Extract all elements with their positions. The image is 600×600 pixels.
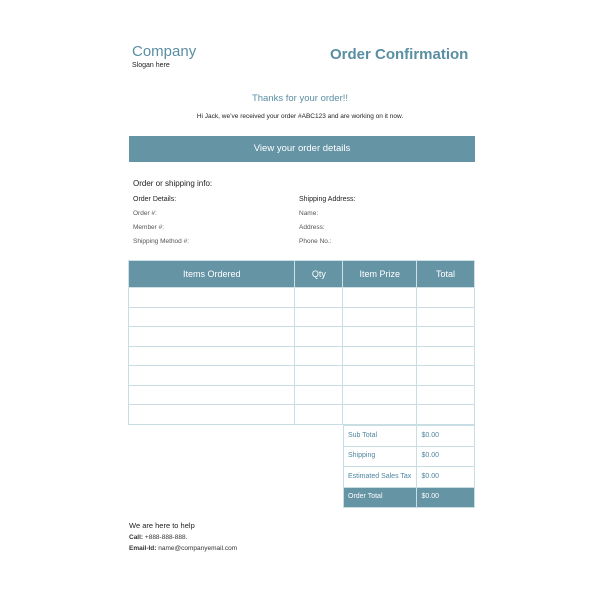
member-number-label: Member #:: [133, 224, 165, 231]
table-cell: [417, 346, 475, 366]
table-cell: [295, 327, 343, 347]
thanks-heading: Thanks for your order!!: [251, 93, 349, 104]
address-label: Address:: [299, 224, 325, 231]
table-cell: [417, 405, 475, 425]
table-cell: [129, 327, 295, 347]
table-cell: [343, 327, 417, 347]
table-row: [129, 288, 475, 308]
subtotal-value: $0.00: [417, 426, 475, 447]
call-label: Call:: [129, 534, 144, 541]
table-cell: [129, 307, 295, 327]
table-cell: [295, 366, 343, 386]
order-total-row: [344, 487, 475, 508]
company-slogan: Slogan here: [132, 62, 170, 69]
table-row: [129, 327, 475, 347]
table-cell: [417, 327, 475, 347]
table-cell: [295, 288, 343, 308]
order-total-label: Order Total: [344, 487, 417, 508]
table-cell: [129, 385, 295, 405]
name-label: Name:: [299, 210, 319, 217]
table-cell: [295, 385, 343, 405]
order-total-value: $0.00: [417, 487, 475, 508]
shipping-address-heading: Shipping Address:: [299, 196, 356, 203]
table-cell: [295, 346, 343, 366]
shipping-method-label: Shipping Method #:: [133, 238, 190, 245]
table-cell: [417, 366, 475, 386]
shipping-label: Shipping: [344, 446, 417, 467]
items-table: [128, 260, 475, 425]
shipping-row: [344, 446, 475, 467]
table-cell: [129, 288, 295, 308]
table-cell: [129, 366, 295, 386]
totals-table: [343, 425, 475, 508]
company-name: Company: [132, 43, 197, 60]
table-row: [129, 307, 475, 327]
col-qty: Qty: [295, 261, 343, 288]
table-row: [129, 405, 475, 425]
help-title: We are here to help: [129, 521, 195, 530]
col-items-ordered: Items Ordered: [129, 261, 295, 288]
call-line: [129, 534, 187, 541]
table-cell: [129, 405, 295, 425]
subtotal-row: [344, 426, 475, 447]
info-title: Order or shipping info:: [133, 179, 213, 188]
view-order-details-banner[interactable]: View your order details: [129, 136, 475, 162]
table-row: [129, 385, 475, 405]
tax-value: $0.00: [417, 467, 475, 488]
col-total: Total: [417, 261, 475, 288]
table-cell: [295, 307, 343, 327]
order-details-heading: Order Details:: [133, 196, 177, 203]
table-cell: [417, 307, 475, 327]
shipping-value: $0.00: [417, 446, 475, 467]
table-cell: [343, 288, 417, 308]
document-title: Order Confirmation: [330, 46, 469, 63]
table-cell: [417, 385, 475, 405]
email-line: [129, 545, 237, 552]
order-details-section: [133, 196, 189, 252]
email-value[interactable]: name@companyemail.com: [158, 545, 238, 552]
email-label: Email-Id:: [129, 545, 157, 552]
table-cell: [343, 405, 417, 425]
greeting-text: Hi Jack, we’ve received your order #ABC123 and are working on it now.: [196, 113, 404, 120]
tax-row: [344, 467, 475, 488]
table-cell: [295, 405, 343, 425]
call-value[interactable]: +888-888-888.: [144, 534, 188, 541]
table-cell: [343, 307, 417, 327]
table-row: [129, 346, 475, 366]
phone-label: Phone No.:: [299, 238, 332, 245]
table-cell: [343, 366, 417, 386]
subtotal-label: Sub Total: [344, 426, 417, 447]
items-header-row: [129, 261, 475, 288]
table-cell: [343, 385, 417, 405]
shipping-address-section: [299, 196, 355, 252]
table-cell: [417, 288, 475, 308]
tax-label: Estimated Sales Tax: [344, 467, 417, 488]
table-cell: [343, 346, 417, 366]
col-item-prize: Item Prize: [343, 261, 417, 288]
table-row: [129, 366, 475, 386]
order-number-label: Order #:: [133, 210, 157, 217]
table-cell: [129, 346, 295, 366]
